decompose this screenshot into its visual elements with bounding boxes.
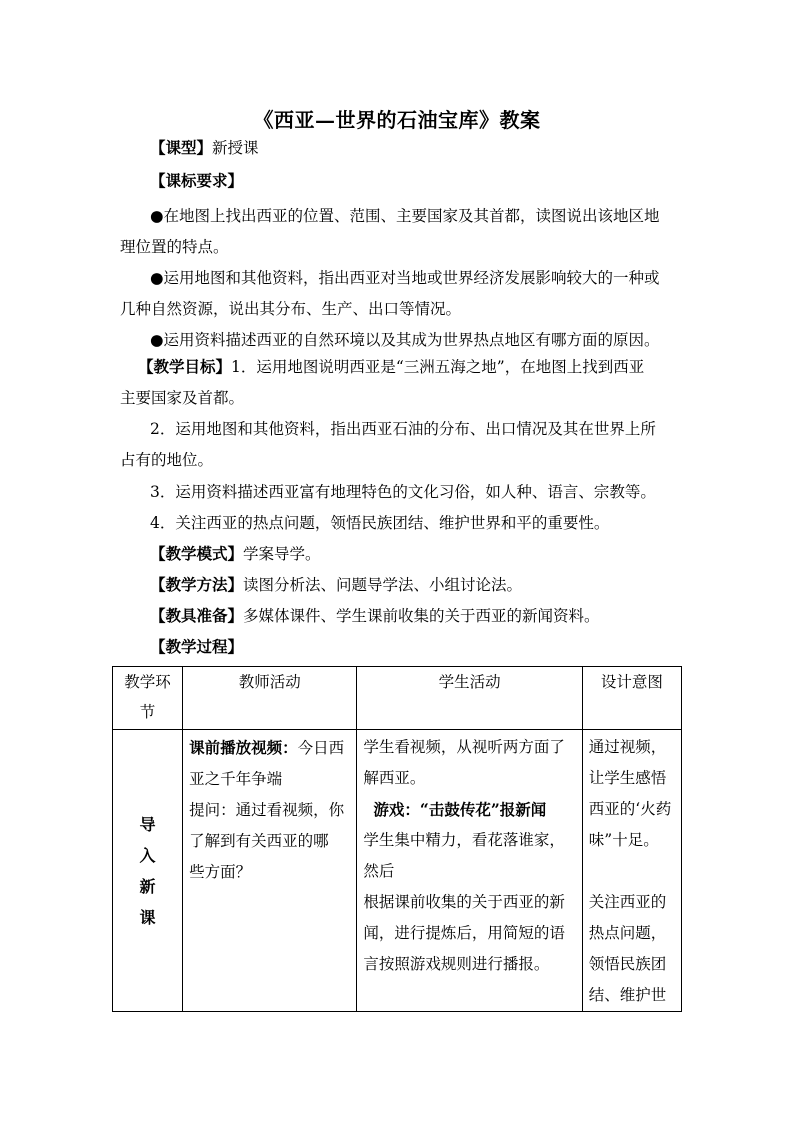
materials-value: 多媒体课件、学生课前收集的关于西亚的新闻资料。 bbox=[243, 607, 600, 625]
methods-label: 【教学方法】 bbox=[150, 575, 244, 594]
lesson-type-value: 新授课 bbox=[212, 139, 259, 157]
game-title: 游戏：“击鼓传花”报新闻 bbox=[373, 800, 547, 819]
process-heading: 【教学过程】 bbox=[150, 637, 244, 656]
standard-2-line-1: ●运用地图和其他资料，指出西亚对当地或世界经济发展影响较大的一种或 bbox=[150, 269, 660, 287]
table-row bbox=[113, 730, 682, 1012]
student-activity-cell: 学生看视频，从视听两方面了 解西亚。 游戏：“击鼓传花”报新闻 学生集中精力，看花落谁家， 然后 根据课前收集的关于西亚的新 闻，进行提炼后，用简短的语 言按照游戏规则进行播报。 bbox=[357, 730, 582, 1012]
objective-2-line-1: 2．运用地图和其他资料，指出西亚石油的分布、出口情况及其在世界上所 bbox=[150, 420, 656, 438]
teacher-activity-cell: 课前播放视频：今日西 亚之千年争端 提问：通过看视频，你 了解到有关西亚的哪 些方面？ bbox=[183, 730, 357, 1012]
table-header-row bbox=[113, 667, 682, 730]
design-intent-cell: 通过视频， 让学生感悟 西亚的‘火药 味”十足。 关注西亚的 热点问题， 领悟民族团 结、维护世 bbox=[582, 730, 681, 1012]
document-title: 《西亚—世界的石油宝库》教案 bbox=[253, 108, 541, 132]
standard-1-line-1: ●在地图上找出西亚的位置、范围、主要国家及其首都，读图说出该地区地 bbox=[150, 207, 660, 225]
lesson-type-line bbox=[150, 138, 259, 158]
stage-cell: 导 入 新 课 bbox=[113, 730, 183, 1012]
standard-2-line-2: 几种自然资源，说出其分布、生产、出口等情况。 bbox=[120, 300, 462, 318]
header-design-intent: 设计意图 bbox=[582, 667, 681, 730]
objective-1-line-2: 主要国家及首都。 bbox=[120, 389, 245, 407]
standards-heading: 【课标要求】 bbox=[150, 171, 244, 190]
header-teacher-activity: 教师活动 bbox=[183, 667, 357, 730]
materials-line bbox=[150, 606, 600, 626]
objective-1-text: 1．运用地图说明西亚是“三洲五海之地”，在地图上找到西亚 bbox=[231, 358, 645, 376]
mode-value: 学案导学。 bbox=[243, 545, 321, 563]
objectives-line-1 bbox=[138, 357, 644, 377]
objective-2-line-2: 占有的地位。 bbox=[120, 451, 214, 469]
mode-line bbox=[150, 544, 321, 564]
standard-3-line-1: ●运用资料描述西亚的自然环境以及其成为世界热点地区有哪方面的原因。 bbox=[150, 331, 660, 349]
methods-line bbox=[150, 575, 522, 595]
methods-value: 读图分析法、问题导学法、小组讨论法。 bbox=[243, 576, 523, 594]
mode-label: 【教学模式】 bbox=[150, 544, 244, 563]
header-student-activity: 学生活动 bbox=[357, 667, 582, 730]
materials-label: 【教具准备】 bbox=[150, 606, 244, 625]
teacher-video-label: 课前播放视频： bbox=[189, 738, 298, 757]
lesson-type-label: 【课型】 bbox=[150, 138, 213, 157]
objectives-label: 【教学目标】 bbox=[138, 357, 232, 376]
objective-4: 4．关注西亚的热点问题，领悟民族团结、维护世界和平的重要性。 bbox=[150, 514, 610, 532]
teaching-process-table bbox=[112, 666, 682, 1012]
standard-1-line-2: 理位置的特点。 bbox=[120, 238, 229, 256]
header-stage: 教学环 节 bbox=[113, 667, 183, 730]
objective-3: 3．运用资料描述西亚富有地理特色的文化习俗，如人种、语言、宗教等。 bbox=[150, 483, 656, 501]
